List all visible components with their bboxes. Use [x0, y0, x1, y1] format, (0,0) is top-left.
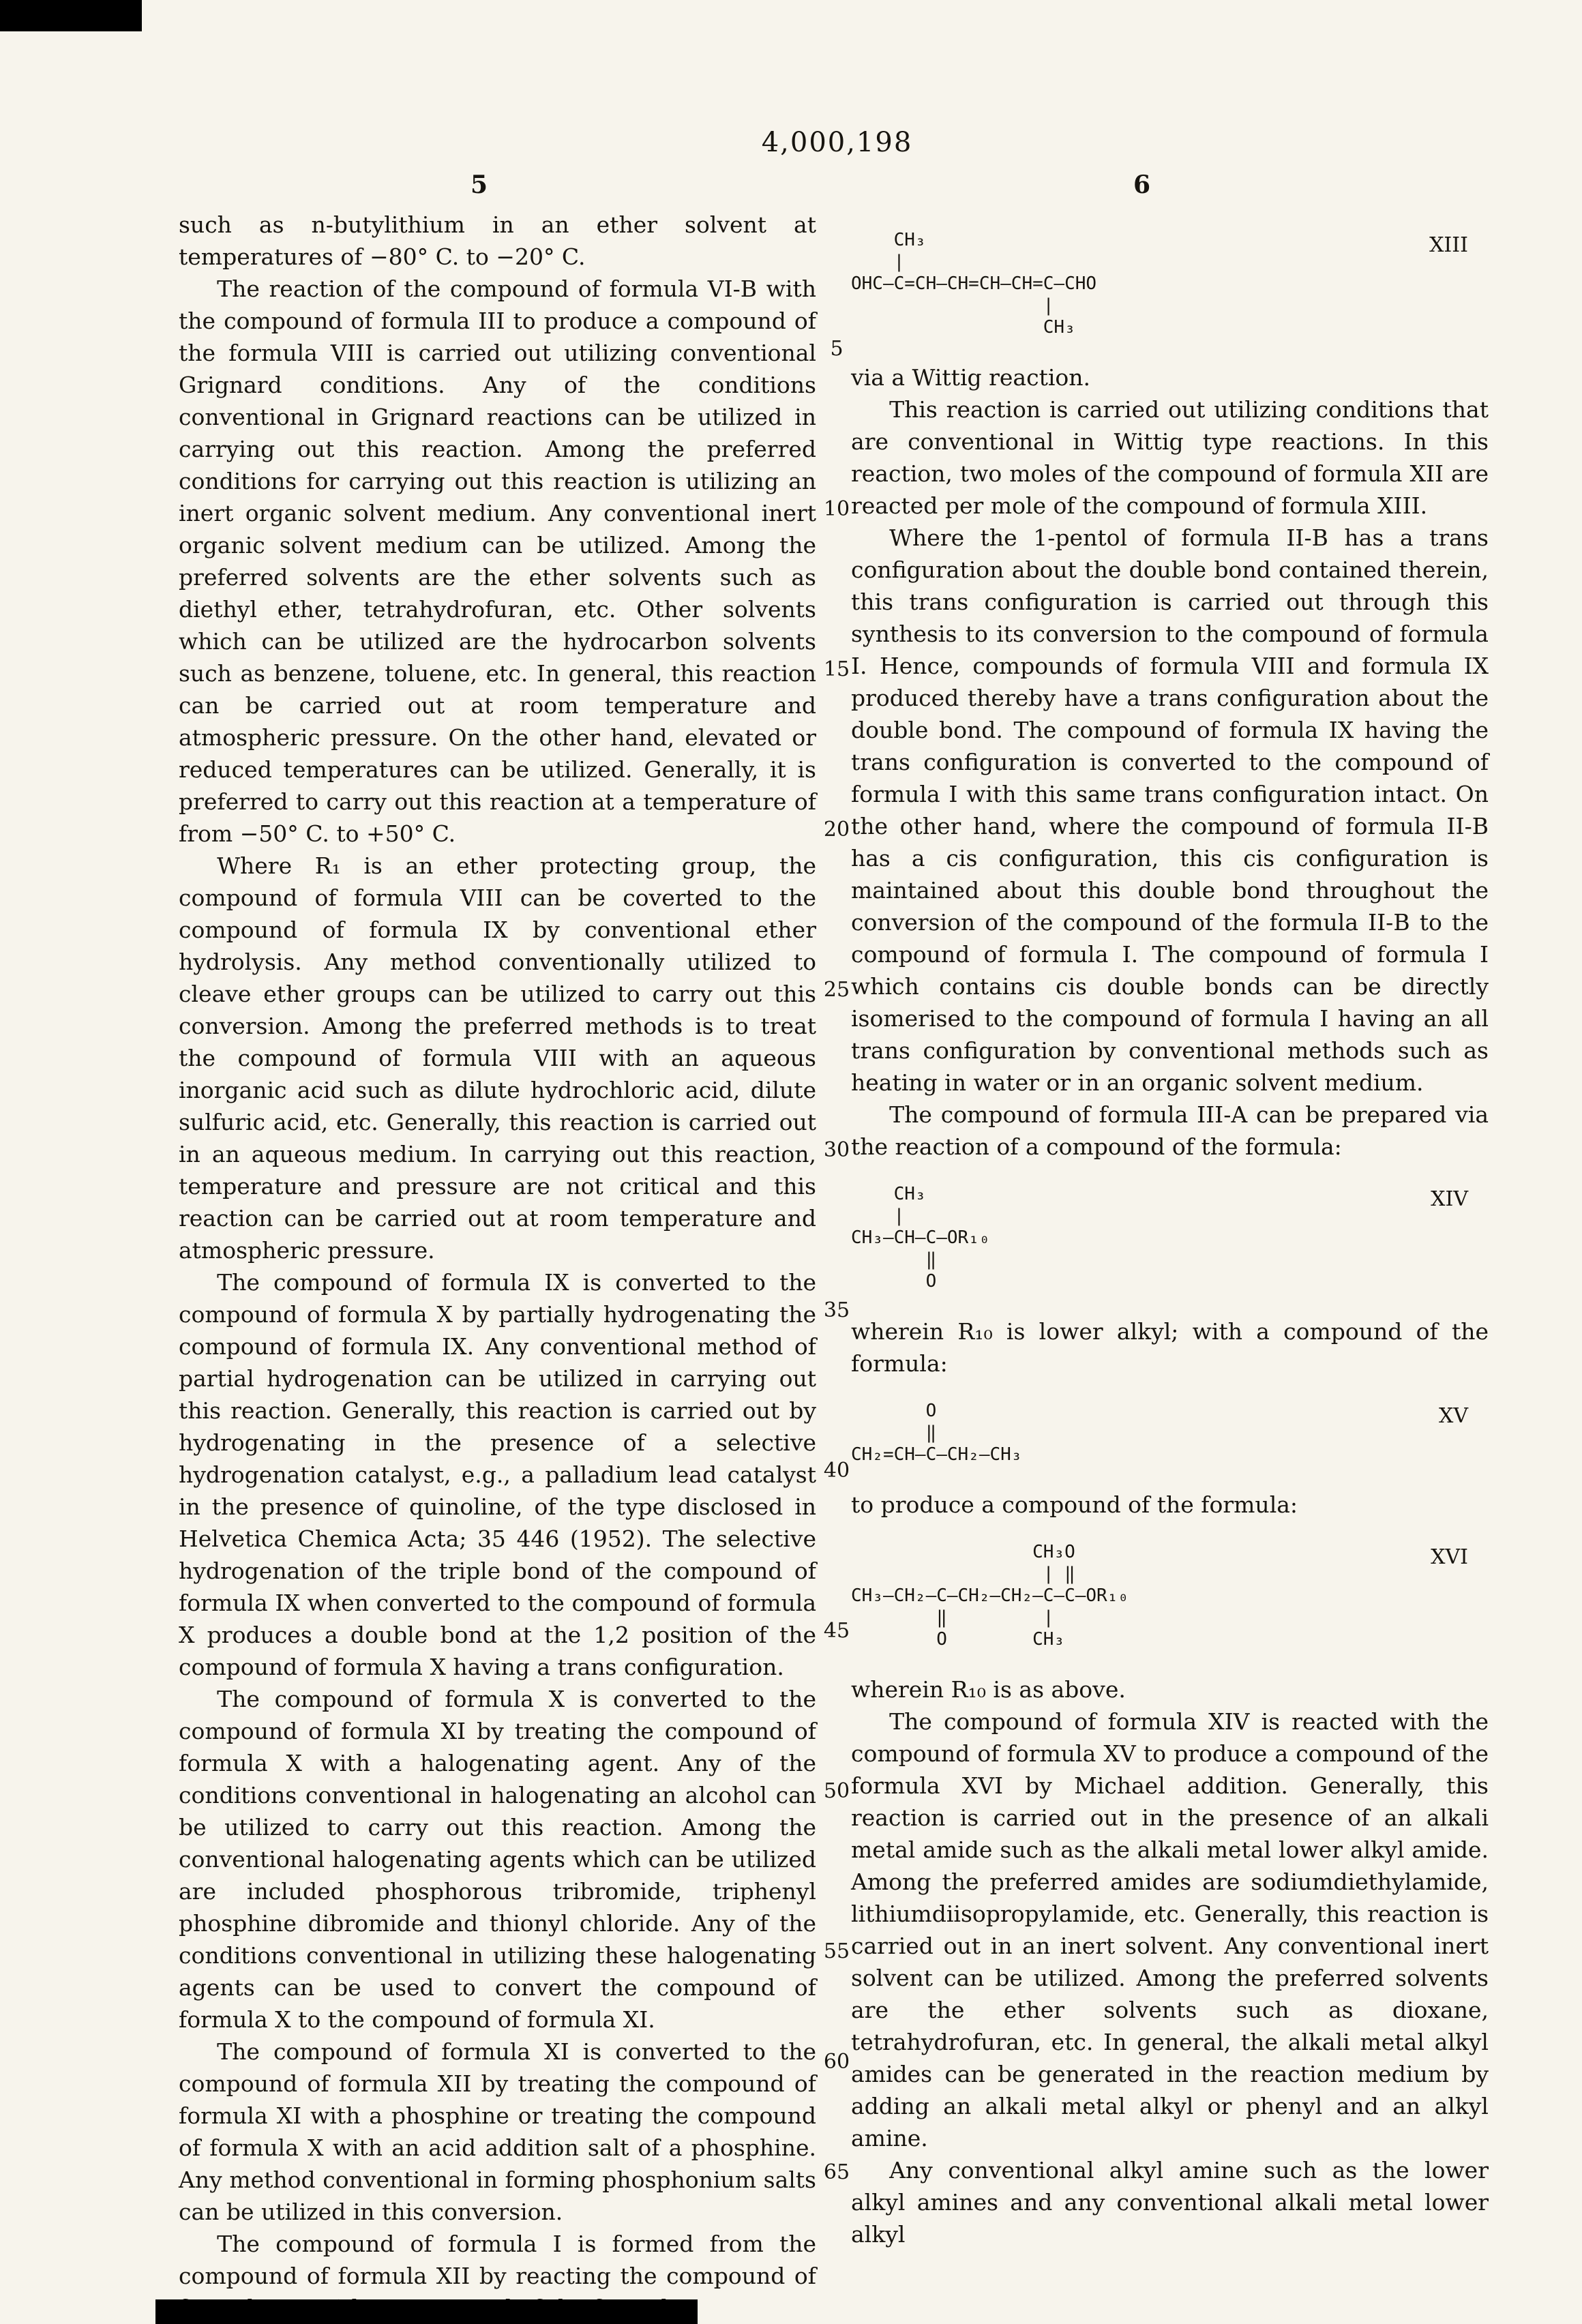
chemical-formula-xiv	[851, 1183, 1489, 1292]
gutter-line-number: 40	[823, 1459, 850, 1483]
gutter-line-number: 35	[823, 1298, 850, 1322]
gutter-line-number: 15	[823, 657, 850, 681]
formula-label: XIV	[1431, 1187, 1468, 1211]
formula-label: XVI	[1431, 1545, 1468, 1569]
paragraph: The compound of formula IX is converted to the compound of formula X by partially hydrogenating the compound of formula IX. Any conventional method of partial hydrogenation can be utilized in carrying out this reaction. Generally, this reaction is carried out by hydrogenating in the presence of a selective hydrogenation catalyst, e.g., a palladium lead catalyst in the presence of quinoline, of the type disclosed in Helvetica Chemica Acta; 35 446 (1952). The selective hydrogenation of the triple bond of the compound of formula IX when converted to the compound of formula X produces a double bond at the 1,2 position of the compound of formula X having a trans configuration.	[179, 1269, 816, 1680]
formula-structure: CH₃ | OHC—C=CH—CH=CH—CH=C—CHO | CH₃	[851, 230, 1097, 338]
gutter-line-number: 55	[823, 1939, 850, 1963]
gutter-line-number: 30	[823, 1138, 850, 1162]
paragraph: Where R₁ is an ether protecting group, the compound of formula VIII can be coverted to the compound of formula IX by conventional ether hydrolysis. Any method conventionally utilized to cleave ether groups can be utilized to carry out this conversion. Among the preferred methods is to treat the compound of formula VIII with an aqueous inorganic acid such as dilute hydrochloric acid, dilute sulfuric acid, etc. Generally, this reaction is carried out in an aqueous medium. In carrying out this reaction, temperature and pressure are not critical and this reaction can be carried out at room temperature and atmospheric pressure.	[179, 852, 816, 1264]
formula-structure: CH₃O | ‖ CH₃—CH₂—C—CH₂—CH₂—C—C—OR₁₀ ‖ | O CH₃	[851, 1542, 1129, 1650]
gutter-line-number: 5	[830, 337, 844, 361]
gutter-line-number: 50	[823, 1779, 850, 1803]
paragraph: The compound of formula XIV is reacted with the compound of formula XV to produce a compound of the formula XVI by Michael addition. Generally, this reaction is carried out in the presence of an alkali metal amide such as the alkali metal lower alkyl amide. Among the preferred amides are sodiumdiethylamide, lithiumdiisopropylamide, etc. Generally, this reaction is carried out in an inert solvent. Any conventional inert solvent can be utilized. Among the preferred solvents are the ether solvents such as dioxane, tetrahydrofuran, etc. In general, the alkali metal alkyl amides can be generated in the reaction medium by adding an alkali metal alkyl or phenyl and an alkyl amine.	[851, 1708, 1489, 2151]
gutter-line-number: 65	[823, 2160, 850, 2184]
column-number-right: 6	[1133, 170, 1151, 199]
column-number-left: 5	[471, 170, 488, 199]
patent-number: 4,000,198	[761, 127, 913, 158]
paragraph: to produce a compound of the formula:	[851, 1491, 1298, 1518]
paragraph: such as n-butylithium in an ether solvent at temperatures of −80° C. to −20° C.	[179, 211, 816, 270]
left-column	[179, 209, 816, 2324]
scan-artifact-bottom	[155, 2299, 698, 2324]
chemical-formula-xvi	[851, 1541, 1489, 1650]
gutter-line-number: 60	[823, 2050, 850, 2074]
paragraph: The compound of formula X is converted to the compound of formula XI by treating the compound of formula X with a halogenating agent. Any of the conditions conventional in halogenating an alcohol can be utilized to carry out this reaction. Among the conventional halogenating agents which can be utilized are included phosphorous tribromide, triphenyl phosphine dibromide and thionyl chloride. Any of the conditions conventional in utilizing these halogenating agents can be used to convert the compound of formula X to the compound of formula XI.	[179, 1686, 816, 2033]
chemical-formula-xv	[851, 1400, 1489, 1465]
paragraph: The compound of formula XI is converted to the compound of formula XII by treating the compound of formula XI with a phosphine or treating the compound of formula X with an acid addition salt of a phosphine. Any method conventional in forming phosphonium salts can be utilized in this conversion.	[179, 2038, 816, 2225]
gutter-line-number: 10	[823, 497, 850, 521]
paragraph: wherein R₁₀ is lower alkyl; with a compound of the formula:	[851, 1318, 1489, 1377]
paragraph: The reaction of the compound of formula VI-B with the compound of formula III to produce a compound of the formula VIII is carried out utilizing conventional Grignard conditions. Any of the conditions conventional in Grignard reactions can be utilized in carrying out this reaction. Among the preferred conditions for carrying out this reaction is utilizing an inert organic solvent medium. Any conventional inert organic solvent medium can be utilized. Among the preferred solvents are the ether solvents such as diethyl ether, tetrahydrofuran, etc. Other solvents which can be utilized are the hydrocarbon solvents such as benzene, toluene, etc. In general, this reaction can be carried out at room temperature and atmospheric pressure. On the other hand, elevated or reduced temperatures can be utilized. Generally, it is preferred to carry out this reaction at a temperature of from −50° C. to +50° C.	[179, 275, 816, 847]
gutter-line-number: 20	[823, 818, 850, 841]
scan-artifact-top	[0, 0, 142, 31]
gutter-line-number: 45	[823, 1619, 850, 1643]
gutter-line-number: 25	[823, 978, 850, 1002]
formula-label: XIII	[1429, 233, 1468, 257]
paragraph: This reaction is carried out utilizing conditions that are conventional in Wittig type reactions. In this reaction, two moles of the compound of formula XII are reacted per mole of the compound of formula XIII.	[851, 396, 1489, 519]
paragraph: Any conventional alkyl amine such as the lower alkyl amines and any conventional alkali metal lower alkyl	[851, 2157, 1489, 2248]
paragraph: via a Wittig reaction.	[851, 364, 1090, 391]
paragraph: Where the 1-pentol of formula II-B has a trans configuration about the double bond contained therein, this trans configuration is carried out through this synthesis to its conversion to the compound of formula I. Hence, compounds of formula VIII and formula IX produced thereby have a trans configuration about the double bond. The compound of formula IX having the trans configuration is converted to the compound of formula I with this same trans configuration intact. On the other hand, where the compound of formula II-B has a cis configuration, this cis configuration is maintained about this double bond throughout the conversion of the compound of the formula II-B to the compound of formula I. The compound of formula I which contains cis double bonds can be directly isomerised to the compound of formula I having an all trans configuration by conventional methods such as heating in water or in an organic solvent medium.	[851, 524, 1489, 1096]
chemical-formula-xiii	[851, 229, 1489, 338]
paragraph: The compound of formula I is formed from the compound of formula XII by reacting the compound of	[179, 2231, 816, 2289]
paragraph: wherein R₁₀ is as above.	[851, 1676, 1126, 1703]
paragraph: The compound of formula III-A can be prepared via the reaction of a compound of the formula:	[851, 1101, 1489, 1160]
formula-label: XV	[1438, 1404, 1468, 1428]
right-column	[851, 209, 1489, 2250]
formula-structure: O ‖ CH₂=CH—C—CH₂—CH₃	[851, 1401, 1022, 1465]
formula-structure: CH₃ | CH₃—CH—C—OR₁₀ ‖ O	[851, 1184, 990, 1292]
